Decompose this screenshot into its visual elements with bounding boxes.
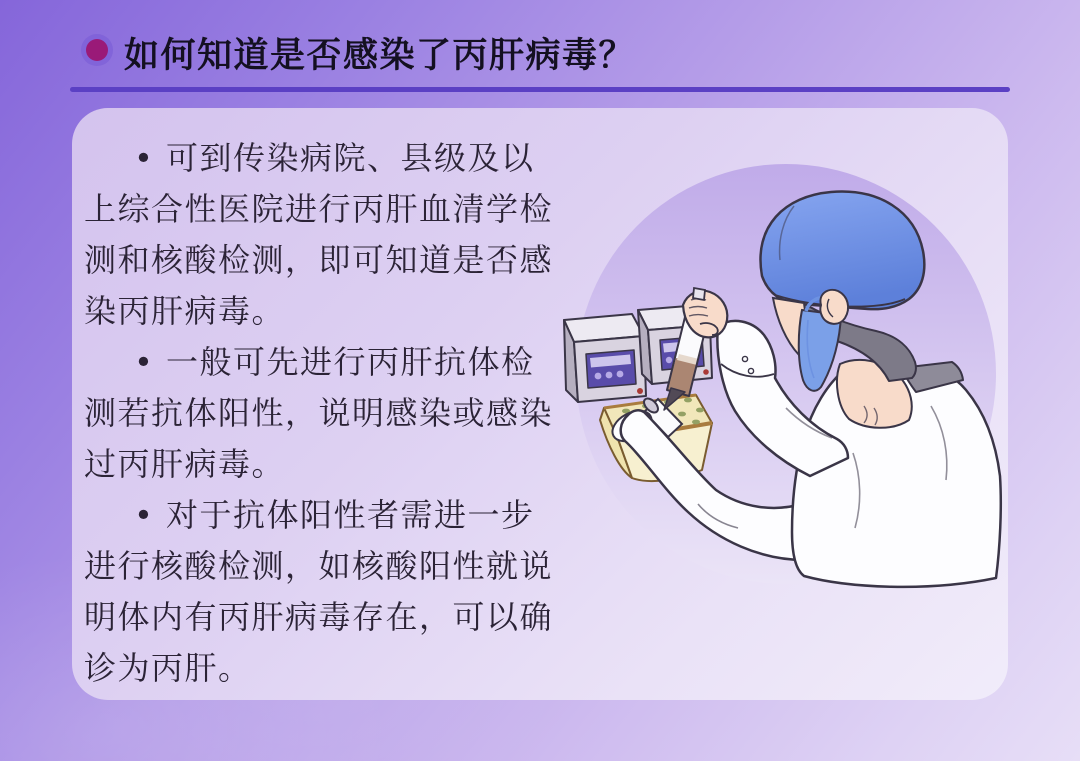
title-bullet-icon xyxy=(86,39,108,61)
test-machine-left xyxy=(564,314,646,402)
technician-ear xyxy=(820,290,848,324)
content-card xyxy=(72,108,1008,700)
surgical-cap xyxy=(760,192,924,310)
paragraph-1: • 可到传染病院、县级及以上综合性医院进行丙肝血清学检测和核酸检测，即可知道是否感染丙肝病毒。 xyxy=(84,139,554,330)
title-divider xyxy=(70,87,1010,92)
page-title: 如何知道是否感染了丙肝病毒？ xyxy=(124,36,636,76)
paragraph-2: • 一般可先进行丙肝抗体检测若抗体阳性，说明感染或感染过丙肝病毒。 xyxy=(84,343,554,483)
lab-illustration xyxy=(548,108,1008,700)
body-text xyxy=(84,133,566,694)
paragraph-3: • 对于抗体阳性者需进一步进行核酸检测，如核酸阳性就说明体内有丙肝病毒存在，可以确诊为丙肝。 xyxy=(84,496,554,687)
pipette-plunger xyxy=(693,288,705,300)
